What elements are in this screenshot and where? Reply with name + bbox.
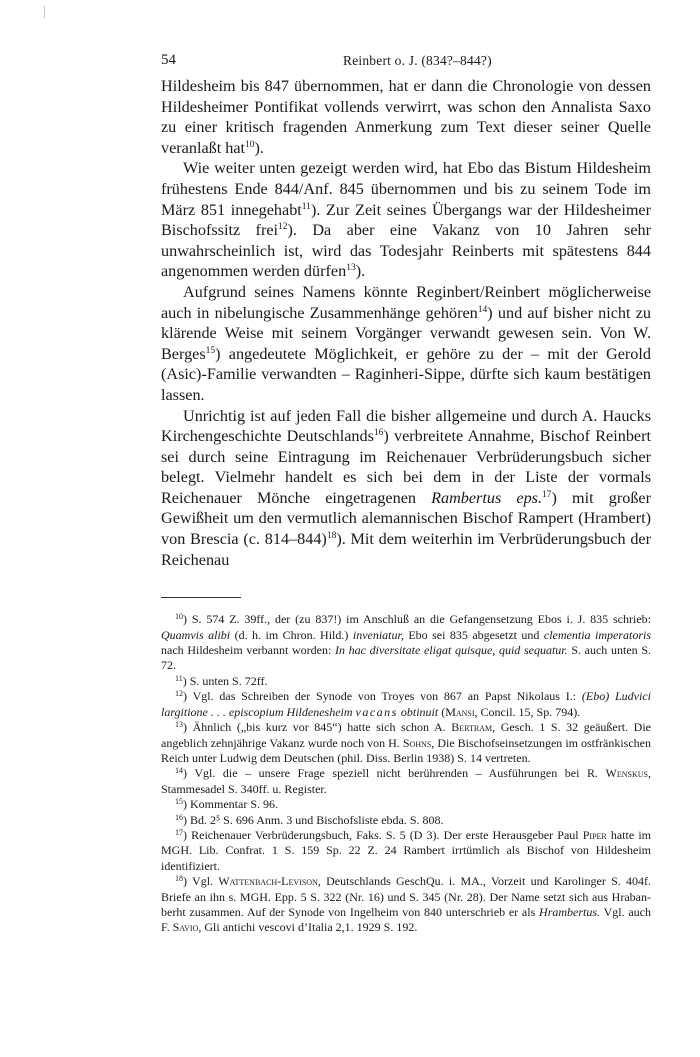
author-name: Piper [582,827,607,842]
text-run: , Stammesadel S. 340ff. u. Register. [161,766,651,796]
footnote-number: 10 [175,612,183,622]
text-run: ). [355,262,366,281]
text-run: ) mit großer Gewißheit um den vermutlich alemannischen Bischof Rampert (Hrambert) von Brescia (c. 814–844) [161,488,651,549]
text-run: ) und auf bisher nicht zu klärende Weise mit seinem Vorgänger verwandt gewesen sein. Von W. Berges [161,303,652,363]
italic-quote: Quamvis alibi [161,627,231,642]
main-text [161,76,651,570]
paragraph-3 [161,282,651,406]
footnote-ref: 18 [326,531,337,542]
text-run: Hildesheim bis 847 übernommen, hat er dann die Chronologie von dessen Hildesheimer Pontifikat vollends verwirrt, was schon den Annalista Saxo zu einer kritisch fragenden Anmerkung zum Text dieser seiner Quelle veranlaßt hat [161,77,651,157]
footnote-ref: 17 [542,489,552,500]
text-run: Ebo sei 835 abgesetzt und [403,627,544,642]
text-run: , Gli antichi vescovi d’Italia 2,1. 1929 S. 192. [198,920,418,935]
footnote-15 [161,797,651,812]
footnote-number: 16 [175,812,183,822]
footnote-ref: 16 [373,428,384,439]
running-title: Reinbert o. J. (834?–844?) [343,53,492,68]
text-run: Unrichtig ist auf jeden Fall die bisher allgemeine und durch A. Haucks Kirchengeschichte Deutschlands [161,406,651,446]
footnote-number: 12 [175,689,183,699]
text-run: ) Vgl. die – unsere Frage speziell nicht berührenden – Ausführungen bei R. [183,766,606,781]
running-head [161,52,651,76]
text-run: , Gesch. 1 S. 32 geäußert. Die angeblich zehnjährige Vakanz wurde noch von H. [161,720,651,750]
text-run: ). [254,138,264,157]
text-run: , Deutschlands GeschQu. i. MA., Vorzeit und Karolinger S. 404f. Briefe an ihn s. MGH. Epp. 5 S. 322 (Nr. 16) und S. 345 (Nr. 28). Der Name setzt sich aus Hraban-berht zusammen. Auf der Synode von Ingelheim von 840 unterschrieb er als [161,874,652,919]
text-run: ) S. unten S. 72ff. [182,673,268,688]
footnote-10 [161,612,651,674]
text-run: ) Vgl. das Schreiben der Synode von Troyes von 867 an Papst Nikolaus I.: [183,689,582,704]
footnote-ref: 14 [477,304,488,315]
author-name: Bertram [451,720,493,735]
author-name: Wenskus [605,766,648,781]
footnote-ref: 13 [346,263,356,274]
footnote-13 [161,720,651,766]
text-run: ) Kommentar S. 96. [183,797,278,812]
footnote-ref: 15 [205,345,216,356]
text-run: ) Bd. 2⁵ S. 696 Anm. 3 und Bischofsliste ebda. S. 808. [183,812,444,827]
margin-mark [44,6,45,18]
footnote-11 [161,674,651,689]
text-run: ) verbreitete Annahme, Bischof Reinbert sei durch seine Eintragung im Reichenauer Verbrüderungsbuch sicher belegt. Vielmehr handelt es sich bei dem in der Liste der vormals Reichenauer Mönche eingetragenen [161,427,651,507]
italic-quote: obtinuit [400,704,439,719]
footnote-18 [161,874,651,936]
footnote-number: 11 [175,673,183,683]
italic-quote: clementia imperatoris [543,627,651,642]
author-name: Wattenbach-Levison [218,874,318,889]
author-name: Mansi [445,704,475,719]
text-run: S. auch unten S. 72. [161,643,651,673]
text-run: hatte im MGH. Lib. Confrat. 1 S. 159 Sp. 22 Z. 24 Rambert irrtümlich als Bischof von Hildesheim identifiziert. [161,827,651,873]
text-run: Vgl. auch F. [161,904,652,935]
footnotes [161,612,651,936]
text-run: Aufgrund seines Namens könnte Reginbert/Reinbert möglicherweise auch in nibelungische Zusammenhänge gehören [161,282,651,322]
text-run: , Concil. 15, Sp. 794). [474,704,581,719]
text-run: ) Reichenauer Verbrüderungsbuch, Faks. S. 5 (D 3). Der erste Herausgeber Paul [183,827,583,842]
footnote-number: 18 [175,874,183,884]
footnote-number: 14 [175,766,183,776]
footnote-number: 13 [175,720,183,730]
text-run: ( [438,704,446,719]
footnote-number: 15 [175,797,183,807]
italic-name: Hrambertus. [539,904,601,919]
text-run: ). Mit dem weiterhin im Verbrüderungsbuch der Reichenau [161,530,651,569]
text-run: ). Da aber eine Vakanz von 10 Jahren sehr unwahrscheinlich ist, wird das Todesjahr Reinberts mit spätestens 844 angenommen werden dürfen [161,221,651,281]
text-run: Wie weiter unten gezeigt werden wird, hat Ebo das Bistum Hildesheim frühestens Ende 844/Anf. 845 übernommen und bis zu seinem Tode im März 851 innegehabt [161,159,651,219]
author-name: Savio [172,920,199,935]
paragraph-1 [161,76,651,158]
paragraph-2 [161,158,651,282]
text-run: ) angedeutete Möglichkeit, er gehöre zu der – mit der Gerold (Asic)-Familie verwandten – Raginheri-Sippe, dürfte sich kaum bestätigen lassen. [161,344,651,404]
text-run: (d. h. im Chron. Hild.) [230,627,353,642]
footnote-separator [161,597,241,598]
footnote-ref: 11 [301,201,311,212]
spaced-word: vacans [355,704,398,719]
footnote-16 [161,813,651,828]
footnote-12 [161,689,651,720]
book-page [161,52,651,936]
footnote-number: 17 [175,827,183,837]
italic-quote: (Ebo) Ludvici largitione . . . episcopium Hildenesheim [161,689,651,719]
text-run: ). Zur Zeit seines Übergangs war der Hildesheimer Bischofssitz frei [161,200,651,240]
text-run: ) S. 574 Z. 39ff., der (zu 837!) im Anschluß an die Gefangensetzung Ebos i. J. 835 schrieb: [183,612,651,627]
italic-quote: inveniatur, [352,627,404,642]
footnote-14 [161,766,651,797]
text-run: ) Vgl. [183,874,219,889]
footnote-ref: 12 [278,222,288,233]
text-run: nach Hildesheim verbannt worden: [161,643,335,658]
italic-name: Rambertus eps. [431,488,543,507]
text-run: ) Ähnlich („bis kurz vor 845“) hatte sich schon A. [183,720,452,735]
author-name: Sohns [402,735,432,750]
italic-quote: In hac diversitate eligat quisque, quid sequatur. [334,643,568,658]
paragraph-4 [161,406,651,571]
text-run: , Die Bischofseinsetzungen im ostfränkischen Reich unter Ludwig dem Deutschen (phil. Diss. Berlin 1938) S. 14 vertreten. [161,735,651,765]
footnote-17 [161,828,651,874]
footnote-ref: 10 [245,139,255,150]
page-number: 54 [161,52,176,68]
